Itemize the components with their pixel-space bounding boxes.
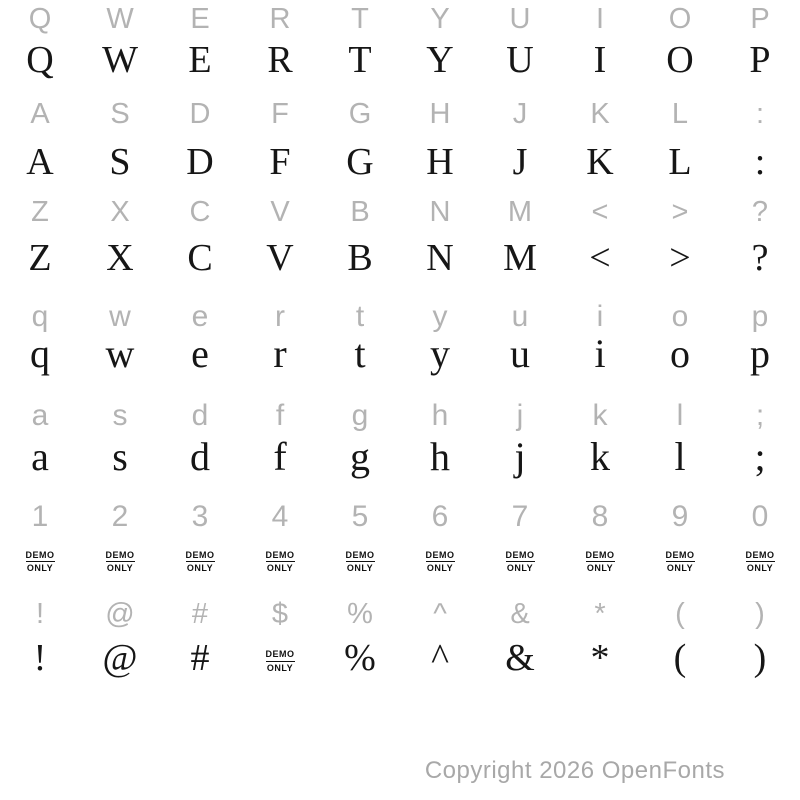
glyph-cell: k: [590, 434, 610, 479]
glyph-cell: h: [430, 434, 450, 479]
glyph-cell: 0: [751, 500, 769, 533]
glyph-cell: w: [109, 300, 131, 333]
glyph-cell: j: [514, 434, 526, 479]
preview-glyph-row-digits: [0, 550, 800, 574]
glyph-cell: E: [190, 3, 210, 35]
glyph-cell: T: [351, 3, 369, 35]
glyph-cell: i: [594, 331, 606, 376]
glyph-cell: !: [35, 598, 45, 630]
glyph-cell: o: [671, 300, 689, 333]
glyph-cell: X: [110, 196, 130, 228]
glyph-cell: R: [267, 39, 293, 81]
reference-glyph-row-symbols: [0, 600, 800, 629]
glyph-cell: 2: [111, 500, 129, 533]
glyph-cell: s: [112, 399, 128, 432]
glyph-cell: ^: [431, 637, 449, 679]
glyph-cell: q: [30, 331, 50, 376]
glyph-cell: O: [666, 39, 694, 81]
glyph-cell: !: [33, 637, 47, 679]
demo-only-badge-text: DEMO ONLY: [665, 550, 695, 574]
glyph-cell: *: [594, 598, 606, 630]
glyph-cell: O: [668, 3, 692, 35]
glyph-cell: ): [755, 598, 765, 630]
glyph-cell: k: [592, 399, 608, 432]
glyph-cell: @: [105, 598, 135, 630]
glyph-cell: *: [590, 637, 610, 679]
glyph-cell: L: [668, 141, 692, 183]
glyph-cell: X: [106, 237, 134, 279]
glyph-cell: C: [187, 237, 213, 279]
demo-only-badge-text: DEMO ONLY: [265, 649, 295, 673]
glyph-cell: ?: [751, 237, 769, 279]
glyph-cell: j: [516, 399, 524, 432]
glyph-cell: t: [354, 331, 366, 376]
glyph-cell: 3: [191, 500, 209, 533]
glyph-cell: I: [595, 3, 605, 35]
glyph-cell: 1: [31, 500, 49, 533]
glyph-cell: S: [110, 98, 130, 130]
glyph-cell: p: [750, 331, 770, 376]
reference-glyph-row-digits: [0, 502, 800, 532]
glyph-cell: $: [271, 598, 289, 630]
glyph-cell: C: [189, 196, 211, 228]
glyph-cell: :: [755, 98, 765, 130]
demo-only-badge: [240, 550, 320, 574]
glyph-cell: T: [348, 39, 372, 81]
preview-glyph-row-uppercase-asdf: [0, 143, 800, 181]
preview-glyph-row-uppercase-qwerty: [0, 41, 800, 79]
glyph-cell: F: [271, 98, 289, 130]
glyph-cell: Q: [28, 3, 52, 35]
glyph-cell: @: [102, 637, 138, 679]
preview-glyph-row-uppercase-zxcv: [0, 239, 800, 277]
glyph-cell: h: [431, 399, 449, 432]
glyph-cell: ?: [751, 196, 769, 228]
glyph-cell: W: [102, 39, 138, 81]
glyph-cell: M: [503, 237, 537, 279]
glyph-cell: (: [673, 637, 687, 679]
demo-only-badge-text: DEMO ONLY: [505, 550, 535, 574]
glyph-cell: (: [675, 598, 685, 630]
glyph-cell: D: [186, 141, 214, 183]
glyph-cell: e: [191, 331, 209, 376]
demo-only-badge: [0, 550, 80, 574]
reference-glyph-row-uppercase-zxcv: [0, 198, 800, 227]
glyph-cell: 4: [271, 500, 289, 533]
glyph-cell: A: [26, 141, 54, 183]
glyph-cell: #: [191, 598, 209, 630]
glyph-cell: a: [31, 434, 49, 479]
glyph-cell: A: [30, 98, 50, 130]
glyph-cell: >: [669, 237, 691, 279]
glyph-cell: D: [189, 98, 211, 130]
glyph-cell: Z: [28, 237, 52, 279]
demo-only-badge-text: DEMO ONLY: [585, 550, 615, 574]
copyright-text: Copyright 2026 OpenFonts: [424, 757, 725, 784]
glyph-cell: p: [751, 300, 769, 333]
glyph-cell: S: [109, 141, 131, 183]
glyph-cell: &: [510, 598, 530, 630]
glyph-cell: Y: [426, 39, 454, 81]
glyph-cell: f: [273, 434, 287, 479]
glyph-cell: %: [344, 637, 376, 679]
demo-only-badge: [640, 550, 720, 574]
glyph-cell: q: [31, 300, 49, 333]
demo-only-badge: [400, 550, 480, 574]
glyph-cell: K: [586, 141, 614, 183]
demo-only-badge-text: DEMO ONLY: [265, 550, 295, 574]
demo-only-badge-text: DEMO ONLY: [345, 550, 375, 574]
glyph-cell: 9: [671, 500, 689, 533]
glyph-cell: g: [351, 399, 369, 432]
glyph-cell: J: [512, 141, 528, 183]
glyph-cell: B: [350, 196, 370, 228]
glyph-cell: N: [429, 196, 451, 228]
glyph-cell: f: [275, 399, 285, 432]
glyph-cell: K: [590, 98, 610, 130]
glyph-cell: U: [506, 39, 534, 81]
demo-only-badge: [560, 550, 640, 574]
glyph-cell: l: [676, 399, 684, 432]
glyph-cell: <: [591, 196, 609, 228]
glyph-cell: F: [269, 141, 291, 183]
glyph-cell: ): [753, 637, 767, 679]
glyph-cell: ;: [755, 399, 765, 432]
reference-glyph-row-lowercase-asdf: [0, 401, 800, 431]
glyph-cell: H: [426, 141, 454, 183]
demo-only-badge: [320, 550, 400, 574]
glyph-cell: J: [512, 98, 528, 130]
glyph-cell: P: [749, 39, 771, 81]
glyph-cell: W: [106, 3, 134, 35]
glyph-cell: 5: [351, 500, 369, 533]
glyph-cell: G: [348, 98, 372, 130]
glyph-cell: L: [671, 98, 689, 130]
glyph-cell: G: [346, 141, 374, 183]
glyph-cell: :: [754, 141, 766, 183]
glyph-cell: I: [593, 39, 607, 81]
glyph-cell: R: [269, 3, 291, 35]
glyph-cell: B: [347, 237, 373, 279]
glyph-cell: Q: [26, 39, 54, 81]
glyph-cell: ;: [754, 434, 766, 479]
glyph-cell: 7: [511, 500, 529, 533]
glyph-cell: V: [266, 237, 294, 279]
glyph-cell: 6: [431, 500, 449, 533]
demo-only-badge-text: DEMO ONLY: [105, 550, 135, 574]
glyph-cell: r: [273, 331, 287, 376]
glyph-cell: ^: [433, 598, 447, 630]
glyph-cell: l: [674, 434, 686, 479]
glyph-cell: N: [426, 237, 454, 279]
glyph-cell: d: [190, 434, 210, 479]
glyph-cell: o: [670, 331, 690, 376]
glyph-cell: t: [355, 300, 365, 333]
glyph-cell: a: [31, 399, 49, 432]
glyph-cell: g: [350, 434, 370, 479]
reference-glyph-row-lowercase-qwerty: [0, 302, 800, 332]
glyph-cell: y: [430, 331, 450, 376]
glyph-cell: i: [596, 300, 604, 333]
demo-only-badge-text: DEMO ONLY: [185, 550, 215, 574]
demo-only-badge: [80, 550, 160, 574]
glyph-cell: H: [429, 98, 451, 130]
preview-glyph-row-symbols: [0, 639, 800, 677]
reference-glyph-row-uppercase-asdf: [0, 100, 800, 129]
demo-only-badge: [160, 550, 240, 574]
glyph-cell: e: [191, 300, 209, 333]
glyph-cell: %: [347, 598, 373, 630]
glyph-cell: w: [105, 331, 135, 376]
glyph-cell: 8: [591, 500, 609, 533]
glyph-cell: y: [432, 300, 448, 333]
glyph-cell: <: [589, 237, 611, 279]
demo-only-badge: [480, 550, 560, 574]
demo-only-badge-text: DEMO ONLY: [425, 550, 455, 574]
preview-glyph-row-lowercase-qwerty: [0, 331, 800, 376]
glyph-cell: Y: [430, 3, 450, 35]
glyph-cell: U: [509, 3, 531, 35]
glyph-cell: u: [511, 300, 529, 333]
glyph-cell: V: [270, 196, 290, 228]
glyph-cell: >: [671, 196, 689, 228]
glyph-cell: #: [190, 637, 210, 679]
glyph-cell: r: [275, 300, 285, 333]
demo-only-badge-text: DEMO ONLY: [745, 550, 775, 574]
glyph-cell: Z: [31, 196, 49, 228]
glyph-cell: P: [750, 3, 770, 35]
reference-glyph-row-uppercase-qwerty: [0, 5, 800, 34]
glyph-cell: d: [191, 399, 209, 432]
demo-only-badge: [720, 550, 800, 574]
glyph-cell: M: [507, 196, 533, 228]
demo-only-badge-text: DEMO ONLY: [25, 550, 55, 574]
preview-glyph-row-lowercase-asdf: [0, 434, 800, 479]
glyph-cell: &: [505, 637, 535, 679]
glyph-cell: s: [112, 434, 128, 479]
demo-only-badge: [240, 639, 320, 677]
glyph-cell: E: [188, 39, 212, 81]
glyph-cell: u: [510, 331, 530, 376]
